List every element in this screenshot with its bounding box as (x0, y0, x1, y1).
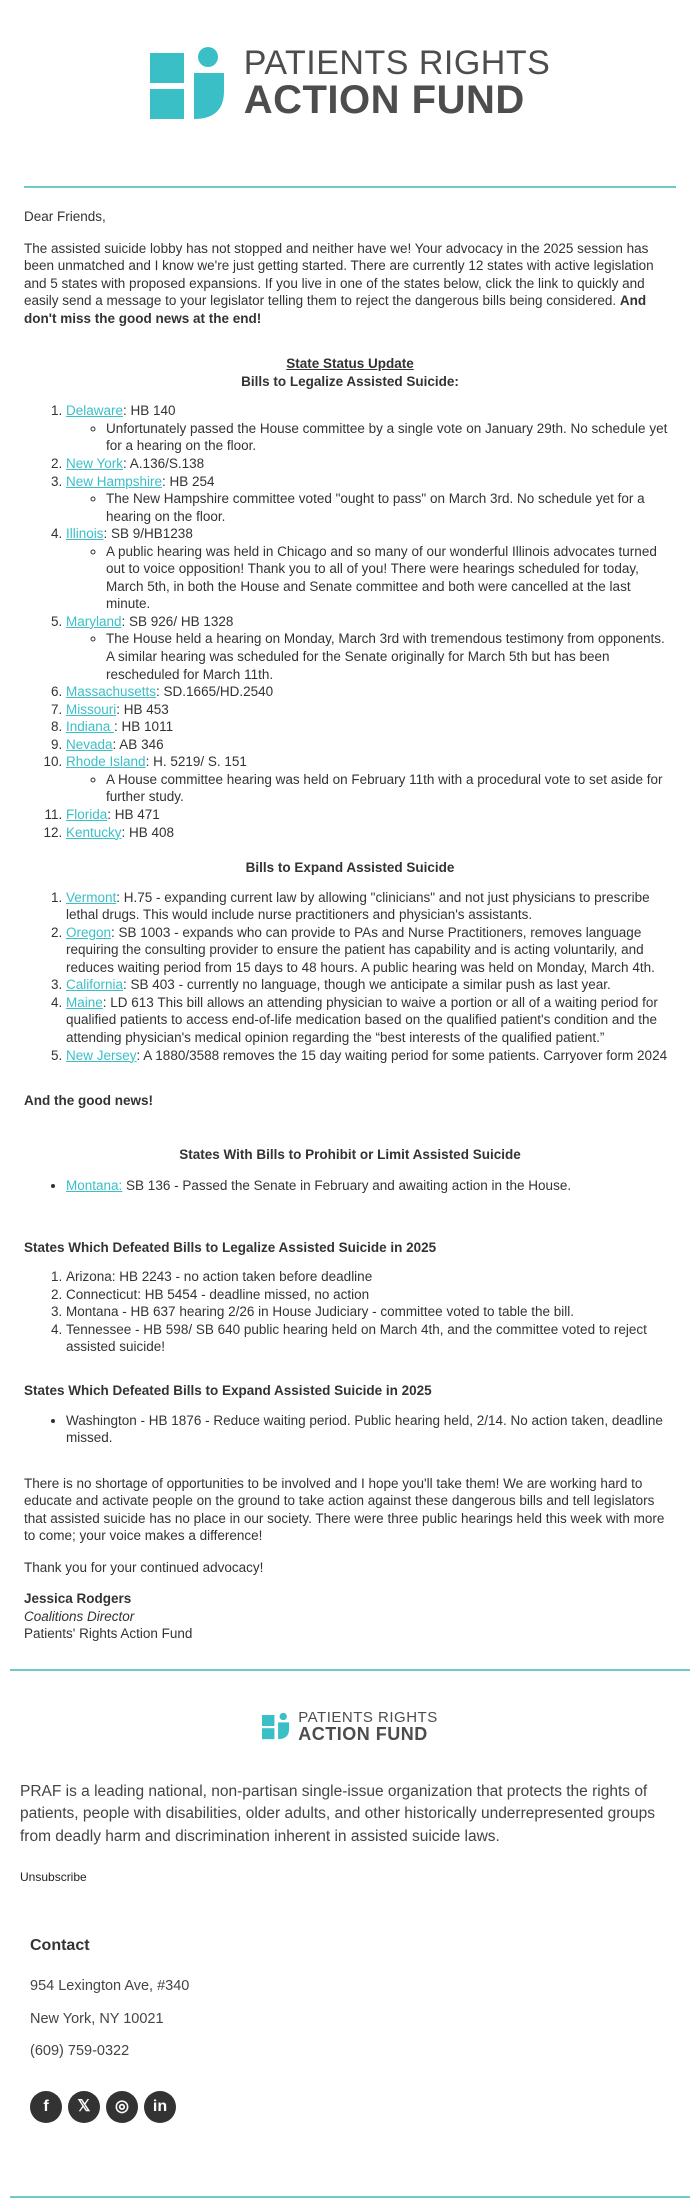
state-link[interactable]: New York (66, 456, 124, 472)
prohibit-list (24, 1177, 676, 1195)
legalize-item (66, 824, 676, 842)
expand-title: Bills to Expand Assisted Suicide (245, 860, 455, 876)
good-news: And the good news! (24, 1093, 153, 1109)
expand-text: : LD 613 This bill allows an attending physician to waive a portion or all of a waiting period for qualified patients to access end-of-life medication based on the qualified patient's condition and the attending physician's medical opinion regarding the “best interests of the qualified patient.” (66, 994, 658, 1045)
state-link[interactable]: Maine (66, 994, 103, 1010)
expand-text: : H.75 - expanding current law by allowing "clinicians" and not just physicians to prescribe lethal drugs. This would include nurse practitioners and physician's assistants. (66, 889, 650, 923)
note-item: ◦ The New Hampshire committee voted "ought to pass" on March 3rd. No schedule yet for a hearing on the floor. (106, 490, 676, 525)
note-item: ◦ A House committee hearing was held on February 11th with a procedural vote to set aside for further study. (106, 771, 676, 806)
bill-number: : A.136/S.138 (123, 456, 205, 472)
legalize-list (24, 402, 676, 841)
expand-text: : SB 403 - currently no language, though we anticipate a similar push as last year. (123, 977, 611, 993)
expand-text: : SB 1003 - expands who can provide to PAs and Nurse Practitioners, removes language requiring the consulting provider to ensure the patient has capability and is acting voluntarily, and reduces waiting period from 15 days to 48 hours. A public hearing was held on Monday, March 4th. (66, 924, 655, 975)
state-link[interactable]: New Hampshire (66, 473, 163, 489)
state-link[interactable]: New Jersey (66, 1047, 137, 1063)
letter-body (0, 188, 700, 1643)
defeated-expand-title: States Which Defeated Bills to Expand Assisted Suicide in 2025 (24, 1382, 432, 1398)
footer-logo-line1: PATIENTS RIGHTS (298, 1708, 438, 1726)
state-link[interactable]: Indiana (66, 719, 115, 735)
defeated-expand-list (24, 1412, 676, 1447)
expand-text: : A 1880/3588 removes the 15 day waiting period for some patients. Carryover form 2024 (136, 1047, 668, 1063)
footer (0, 1671, 700, 2123)
header-logo (0, 0, 700, 130)
bottom-divider (10, 2196, 690, 2198)
defeated-legalize-title: States Which Defeated Bills to Legalize Assisted Suicide in 2025 (24, 1239, 437, 1255)
state-link[interactable]: Kentucky (66, 824, 122, 840)
expand-item (66, 889, 676, 924)
closing-paragraph: There is no shortage of opportunities to be involved and I hope you'll take them! We are working hard to educate and activate people on the ground to take action against these dangerous bills and tell legislators that assisted suicide has no place in our society. There were three public hearings held this week with more to come; your voice makes a difference! (24, 1475, 665, 1544)
legalize-title: Bills to Legalize Assisted Suicide: (241, 373, 459, 389)
x-icon[interactable]: 𝕏 (68, 2091, 100, 2123)
state-link[interactable]: Maryland (66, 613, 122, 629)
notes-list (66, 490, 676, 525)
signature-title: Coalitions Director (24, 1608, 135, 1624)
note-item: ◦ A public hearing was held in Chicago and so many of our wonderful Illinois advocates turned out to voice opposition! Thank you to all of you! There were hearings scheduled for today, March 5th, in both the House and Senate committee and both were cancelled at the last minute. (106, 543, 676, 613)
state-link[interactable]: Missouri (66, 701, 117, 717)
legalize-item (66, 753, 676, 806)
state-link[interactable]: Florida (66, 806, 108, 822)
state-link[interactable]: Rhode Island (66, 754, 146, 770)
expand-item (66, 994, 676, 1047)
bill-number: : SD.1665/HD.2540 (156, 684, 274, 700)
note-item: ◦ Unfortunately passed the House committee by a single vote on January 29th. No schedule yet for a hearing on the floor. (106, 420, 676, 455)
expand-item (66, 924, 676, 977)
footer-logo (20, 1671, 680, 1781)
state-link[interactable]: Vermont (66, 889, 117, 905)
bill-number: : SB 926/ HB 1328 (121, 613, 234, 629)
legalize-item (66, 402, 676, 455)
legalize-item (66, 525, 676, 613)
praf-logo (150, 45, 551, 121)
note-item: ◦ The House held a hearing on Monday, March 3rd with tremendous testimony from opponents. A similar hearing was scheduled for the Senate originally for March 5th but has been rescheduled for March 11th. (106, 630, 676, 683)
logo-line1: PATIENTS RIGHTS (243, 44, 551, 82)
footer-description: PRAF is a leading national, non-partisan single-issue organization that protects the rights of patients, people with disabilities, older adults, and other historically underrepresented groups from deadly harm and discrimination inherent in assisted suicide laws. (20, 1783, 656, 1845)
state-link[interactable]: California (66, 977, 124, 993)
expand-item (66, 976, 676, 994)
legalize-item (66, 718, 676, 736)
defeated-item: 4. Tennessee - HB 598/ SB 640 public hearing held on March 4th, and the committee voted to reject assisted suicide! (66, 1321, 676, 1356)
legalize-item (66, 683, 676, 701)
notes-list (66, 630, 676, 683)
defeated-item: 3. Montana - HB 637 hearing 2/26 in House Judiciary - committee voted to table the bill. (66, 1303, 676, 1321)
signature-name: Jessica Rodgers (24, 1591, 132, 1607)
bill-number: : AB 346 (112, 736, 164, 752)
state-link[interactable]: Montana: (66, 1178, 123, 1194)
unsubscribe-link[interactable]: Unsubscribe (20, 1870, 87, 1885)
state-link[interactable]: Massachusetts (66, 684, 157, 700)
defeated-item: 2. Connecticut: HB 5454 - deadline missed, no action (66, 1286, 676, 1304)
instagram-icon[interactable]: ◎ (106, 2091, 138, 2123)
address-line1: 954 Lexington Ave, #340 (30, 1977, 190, 1994)
prohibit-item (66, 1177, 676, 1195)
bill-number: : HB 408 (121, 824, 175, 840)
contact-section (20, 1936, 680, 2061)
state-link[interactable]: Nevada (66, 736, 113, 752)
defeated-item: 1. Arizona: HB 2243 - no action taken before deadline (66, 1268, 676, 1286)
legalize-item (66, 736, 676, 754)
signature (24, 1590, 676, 1643)
intro-bold: And don't miss the good news at the end! (24, 293, 647, 326)
linkedin-icon[interactable]: in (144, 2091, 176, 2123)
state-link[interactable]: Illinois (66, 526, 104, 542)
social-links (30, 2091, 680, 2123)
logo-line2: ACTION FUND (243, 78, 525, 122)
greeting: Dear Friends, (24, 209, 106, 224)
notes-list (66, 771, 676, 806)
bill-number: : HB 254 (162, 473, 215, 489)
legalize-item (66, 613, 676, 683)
bill-number: : HB 1011 (114, 719, 174, 735)
bill-number: : HB 453 (116, 701, 169, 717)
state-link[interactable]: Delaware (66, 403, 124, 419)
legalize-item (66, 701, 676, 719)
logo-mark-icon (150, 45, 232, 121)
notes-list (66, 543, 676, 613)
prohibit-text: SB 136 - Passed the Senate in February and awaiting action in the House. (122, 1178, 572, 1194)
state-link[interactable]: Oregon (66, 924, 112, 940)
legalize-item (66, 455, 676, 473)
bill-number: : SB 9/HB1238 (103, 526, 193, 542)
expand-item (66, 1047, 676, 1065)
intro-paragraph: The assisted suicide lobby has not stopped and neither have we! Your advocacy in the 2025 session has been unmatched and I know we're just getting started. There are currently 12 states with active legislation and 5 states with proposed expansions. If you live in one of the states below, click the link to quickly and easily send a message to your legislator telling them to reject the dangerous bills being considered. And don't miss the good news at the end! (24, 240, 654, 326)
defeated-legalize-list (24, 1268, 676, 1356)
phone-number: (609) 759-0322 (30, 2043, 130, 2060)
status-title: State Status Update (286, 356, 414, 372)
notes-list (66, 420, 676, 455)
address-line2: New York, NY 10021 (30, 2010, 164, 2027)
prohibit-title: States With Bills to Prohibit or Limit Assisted Suicide (179, 1146, 521, 1162)
bill-number: : H. 5219/ S. 151 (145, 754, 247, 770)
bill-number: : HB 471 (107, 806, 160, 822)
legalize-item (66, 473, 676, 526)
expand-list (24, 889, 676, 1064)
footer-logo-mark-icon (262, 1712, 292, 1740)
footer-logo-line2: ACTION FUND (298, 1723, 428, 1744)
thanks: Thank you for your continued advocacy! (24, 1559, 264, 1575)
bill-number: : HB 140 (123, 403, 176, 419)
legalize-item (66, 806, 676, 824)
defeated-item: • Washington - HB 1876 - Reduce waiting period. Public hearing held, 2/14. No action taken, deadline missed. (66, 1412, 676, 1447)
contact-title: Contact (30, 1937, 90, 1954)
signature-org: Patients' Rights Action Fund (24, 1626, 193, 1642)
facebook-icon[interactable]: f (30, 2091, 62, 2123)
